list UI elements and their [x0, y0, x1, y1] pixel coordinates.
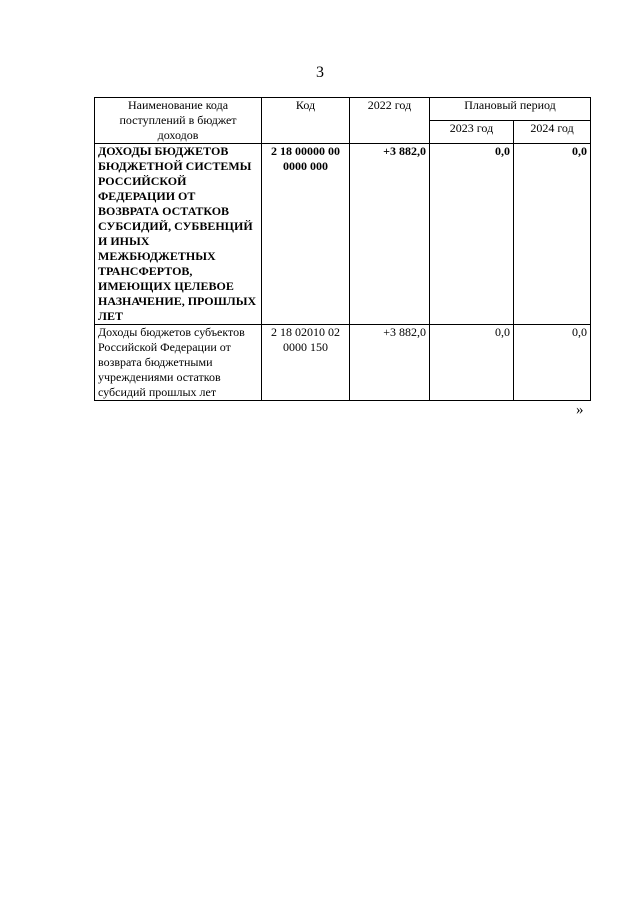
row-value-2023: 0,0	[430, 144, 514, 325]
table-row	[95, 144, 591, 325]
header-name: Наименование кода поступлений в бюджет доходов	[95, 98, 262, 144]
row-value-2024: 0,0	[514, 325, 591, 401]
header-year-2022: 2022 год	[350, 98, 430, 144]
row-value-2022: +3 882,0	[350, 325, 430, 401]
header-year-2023: 2023 год	[430, 121, 514, 144]
header-year-2024: 2024 год	[514, 121, 591, 144]
closing-quote-mark: »	[576, 402, 584, 418]
page-number: 3	[316, 64, 324, 81]
row-name: ДОХОДЫ БЮДЖЕТОВ БЮДЖЕТНОЙ СИСТЕМЫ РОССИЙСКОЙ ФЕДЕРАЦИИ ОТ ВОЗВРАТА ОСТАТКОВ СУБСИДИЙ, СУБВЕНЦИЙ И ИНЫХ МЕЖБЮДЖЕТНЫХ ТРАНСФЕРТОВ, ИМЕЮЩИХ ЦЕЛЕВОЕ НАЗНАЧЕНИЕ, ПРОШЛЫХ ЛЕТ	[95, 144, 262, 325]
row-value-2022: +3 882,0	[350, 144, 430, 325]
row-code: 2 18 00000 00 0000 000	[262, 144, 350, 325]
row-value-2024: 0,0	[514, 144, 591, 325]
header-planning-period: Плановый период	[430, 98, 591, 121]
table-row	[95, 325, 591, 401]
table-header-row	[95, 98, 591, 121]
row-code: 2 18 02010 02 0000 150	[262, 325, 350, 401]
header-code: Код	[262, 98, 350, 144]
row-name: Доходы бюджетов субъектов Российской Федерации от возврата бюджетными учреждениями остатков субсидий прошлых лет	[95, 325, 262, 401]
row-value-2023: 0,0	[430, 325, 514, 401]
revenue-table	[94, 97, 591, 401]
